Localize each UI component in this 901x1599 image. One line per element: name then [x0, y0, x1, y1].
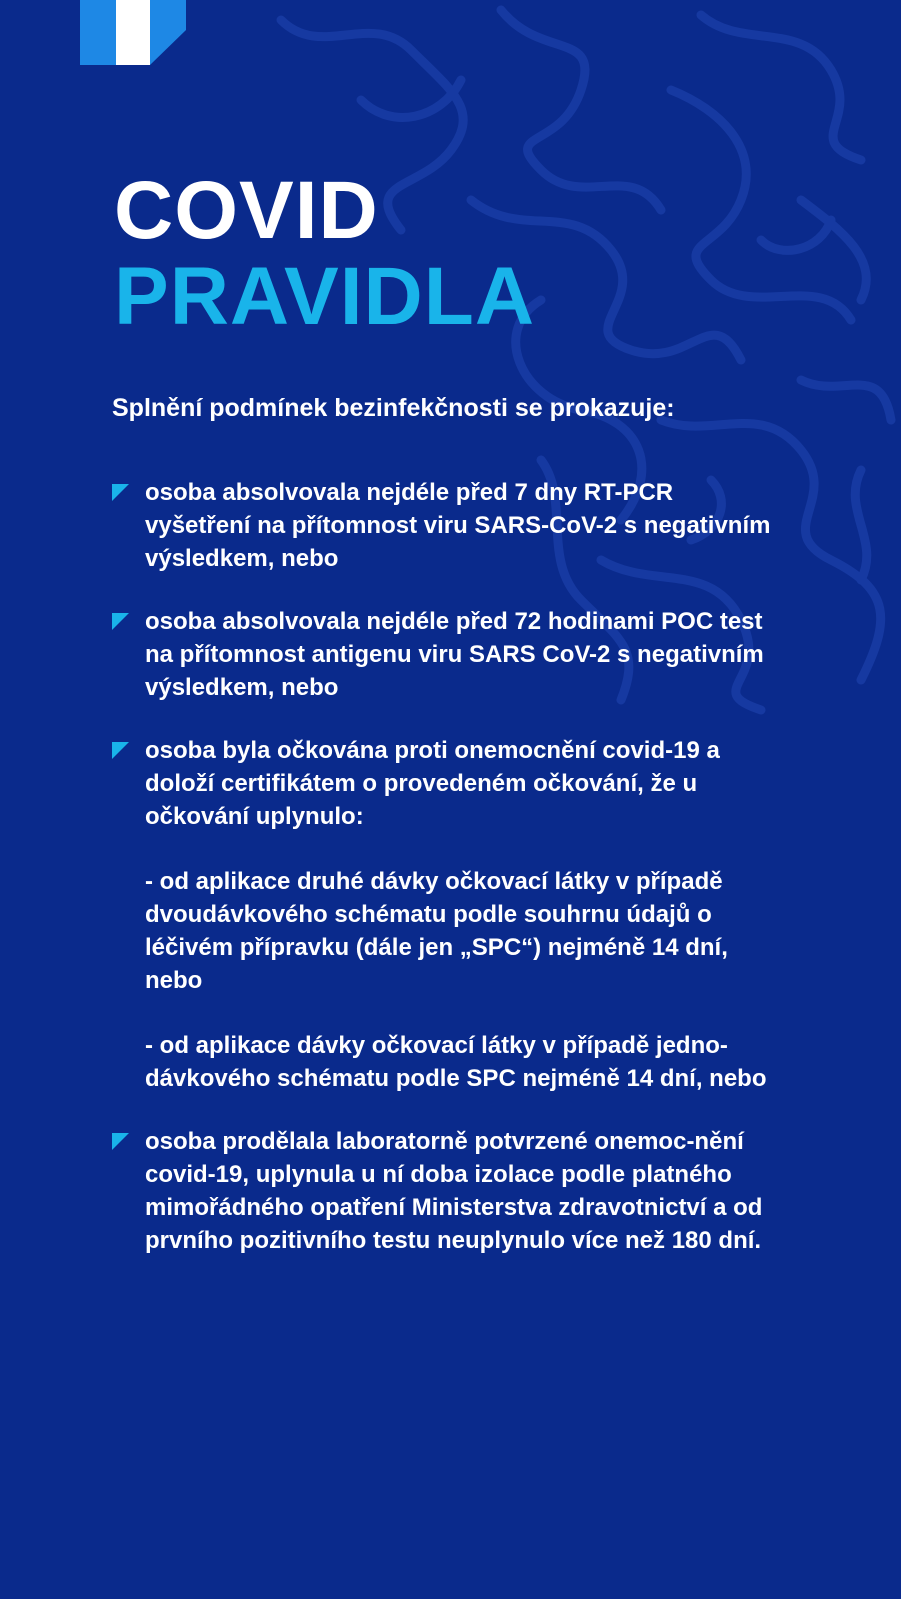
bullet-triangle-icon — [112, 484, 129, 501]
bullet-triangle-icon — [112, 742, 129, 759]
intro-text: Splnění podmínek bezinfekčnosti se prokazuje: — [112, 394, 675, 422]
title-line-pravidla: PRAVIDLA — [114, 251, 536, 342]
list-item-text: osoba absolvovala nejdéle před 72 hodinami POC test na přítomnost antigenu viru SARS CoV-2 s negativním výsledkem, nebo — [145, 608, 764, 701]
list-item-text: osoba absolvovala nejdéle před 7 dny RT-PCR vyšetření na přítomnost viru SARS-CoV-2 s negativním výsledkem, nebo — [145, 479, 771, 572]
list-item — [112, 605, 772, 704]
list-item-text: osoba prodělala laboratorně potvrzené onemoc-nění covid-19, uplynula u ní doba izolace podle platného mimořádného opatření Ministerstva zdravotnictví a od prvního pozitivního testu neuplynulo více než 180 dní. — [145, 1128, 763, 1254]
bullet-triangle-icon — [112, 613, 129, 630]
page-title — [114, 165, 536, 342]
list-item — [112, 734, 772, 1095]
list-item — [112, 476, 772, 575]
list-subitem-text: - od aplikace dávky očkovací látky v případě jedno-dávkového schématu podle SPC nejméně 14 dní, nebo — [145, 1032, 767, 1092]
rules-list — [112, 476, 772, 1257]
title-line-covid: COVID — [114, 165, 379, 256]
list-item-text: osoba byla očkována proti onemocnění covid-19 a doloží certifikátem o provedeném očkování, že u očkování uplynulo: — [145, 737, 720, 830]
list-item — [112, 1125, 772, 1257]
logo-flag-mark — [80, 0, 186, 65]
list-subitem-text: - od aplikace druhé dávky očkovací látky v případě dvoudávkového schématu podle souhrnu údajů o léčivém přípravku (dále jen „SPC“) nejméně 14 dní, nebo — [145, 868, 728, 994]
bullet-triangle-icon — [112, 1133, 129, 1150]
